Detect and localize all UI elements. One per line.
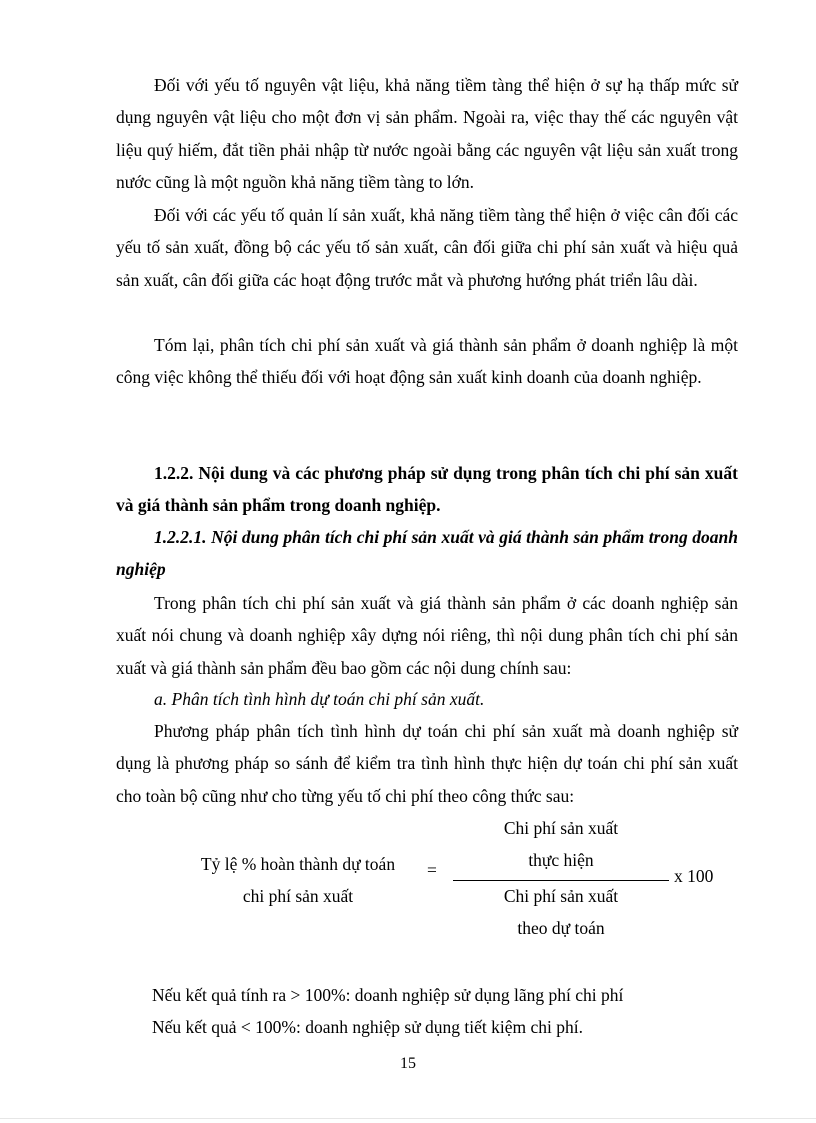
conclusion-over-budget: Nếu kết quả tính ra > 100%: doanh nghiệp sử dụng lãng phí chi phí — [152, 985, 624, 1005]
formula-left-side — [178, 848, 418, 912]
formula-denominator-line2: theo dự toán — [517, 918, 605, 938]
paragraph-production-management: Đối với các yếu tố quản lí sản xuất, khả năng tiềm tàng thể hiện ở việc cân đối các yếu tố sản xuất, đồng bộ các yếu tố sản xuất, cân đối giữa chi phí sản xuất và hiệu quả sản xuất, cân đối giữa các hoạt động trước mắt và phương hướng phát triển lâu dài. — [116, 205, 738, 290]
formula-multiplier: x 100 — [674, 866, 714, 886]
formula-denominator — [452, 880, 670, 944]
page-number: 15 — [400, 1055, 416, 1072]
paragraph-raw-materials: Đối với yếu tố nguyên vật liệu, khả năng tiềm tàng thể hiện ở sự hạ thấp mức sử dụng nguyên vật liệu cho một đơn vị sản phẩm. Ngoài ra, việc thay thế các nguyên vật liệu quý hiếm, đắt tiền phải nhập từ nước ngoài bằng các nguyên vật liệu sản xuất trong nước cũng là một nguồn khả năng tiềm tàng to lớn. — [116, 75, 738, 193]
formula-numerator — [452, 812, 670, 876]
paragraph-method: Phương pháp phân tích tình hình dự toán chi phí sản xuất mà doanh nghiệp sử dụng là phương pháp so sánh để kiểm tra tình hình thực hiện dự toán chi phí sản xuất cho toàn bộ cũng như cho từng yếu tố chi phí theo công thức sau: — [116, 721, 738, 806]
formula-left-line2: chi phí sản xuất — [242, 886, 354, 906]
formula-block — [116, 812, 738, 942]
paragraph-analysis-content: Trong phân tích chi phí sản xuất và giá thành sản phẩm ở các doanh nghiệp sản xuất nói chung và doanh nghiệp xây dựng nói riêng, thì nội dung phân tích chi phí sản xuất và giá thành sản phẩm đều bao gồm các nội dung chính sau: — [116, 593, 738, 678]
formula-denominator-line1: Chi phí sản xuất — [503, 886, 619, 906]
page-bottom-divider — [0, 1118, 816, 1119]
formula-left-line1: Tỷ lệ % hoàn thành dự toán — [200, 854, 396, 874]
formula-numerator-line1: Chi phí sản xuất — [503, 818, 619, 838]
formula-numerator-line2: thực hiện — [528, 850, 594, 870]
formula-fraction-bar — [453, 880, 669, 881]
subsection-heading-1-2-2-1: 1.2.2.1. Nội dung phân tích chi phí sản xuất và giá thành sản phẩm trong doanh nghiệp — [116, 527, 738, 580]
paragraph-summary: Tóm lại, phân tích chi phí sản xuất và giá thành sản phẩm ở doanh nghiệp là một công việc không thể thiếu đối với hoạt động sản xuất kinh doanh của doanh nghiệp. — [116, 335, 738, 388]
item-a-heading: a. Phân tích tình hình dự toán chi phí sản xuất. — [154, 689, 485, 709]
section-heading-1-2-2: 1.2.2. Nội dung và các phương pháp sử dụng trong phân tích chi phí sản xuất và giá thành sản phẩm trong doanh nghiệp. — [116, 463, 738, 516]
conclusion-under-budget: Nếu kết quả < 100%: doanh nghiệp sử dụng tiết kiệm chi phí. — [152, 1017, 584, 1037]
formula-equals-sign: = — [427, 860, 437, 880]
